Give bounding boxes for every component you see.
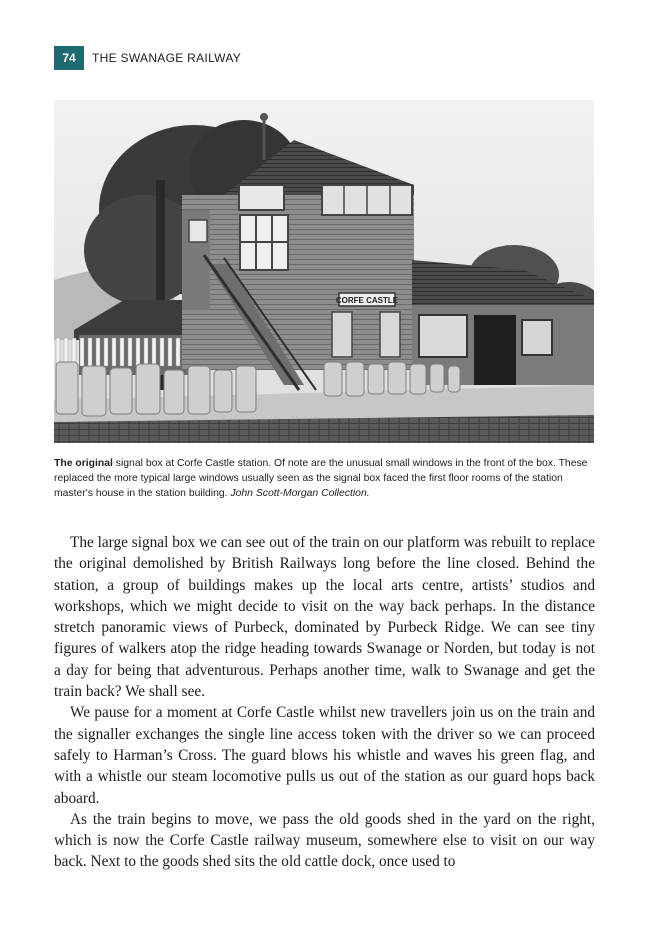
caption-text: signal box at Corfe Castle station. Of note are the unusual small windows in the front of the box. These replaced the more typical large windows usually seen as the signal box faced the first floor rooms of the station master's house in the station building. <box>54 458 588 499</box>
running-header <box>54 46 241 70</box>
paragraph: The large signal box we can see out of the train on our platform was rebuilt to replace the original demolished by British Railways long before the line closed. Behind the station, a group of buildings makes up the local arts centre, artists’ studios and workshops, which we might decide to visit on the way back perhaps. In the distance stretch panoramic views of Purbeck, dominated by Purbeck Ridge. We can see tiny figures of walkers atop the ridge heading towards Swanage or Norden, but today is not a day for being that adventurous. Perhaps another time, walk to Swanage and get the train back? We shall see. <box>54 534 595 701</box>
photo-caption <box>54 456 595 501</box>
paragraph: As the train begins to move, we pass the old goods shed in the yard on the right, which is now the Corfe Castle railway museum, somewhere else to visit on our way back. Next to the goods shed sits the old cattle dock, once used to <box>54 810 595 871</box>
signal-box-photo <box>54 100 594 443</box>
paragraph: We pause for a moment at Corfe Castle whilst new travellers join us on the train and the signaller exchanges the single line access token with the driver so we can proceed safely to Harman’s Cross. The guard blows his whistle and waves his green flag, and with a whistle our steam locomotive pulls us out of the station as our guard hops back aboard. <box>54 704 595 807</box>
caption-lead: The original <box>54 458 113 469</box>
station-sign: CORFE CASTLE <box>335 296 399 305</box>
page-number: 74 <box>54 46 84 70</box>
caption-credit: John Scott-Morgan Collection. <box>230 488 370 499</box>
body-text <box>54 532 595 873</box>
running-title: THE SWANAGE RAILWAY <box>92 51 242 65</box>
